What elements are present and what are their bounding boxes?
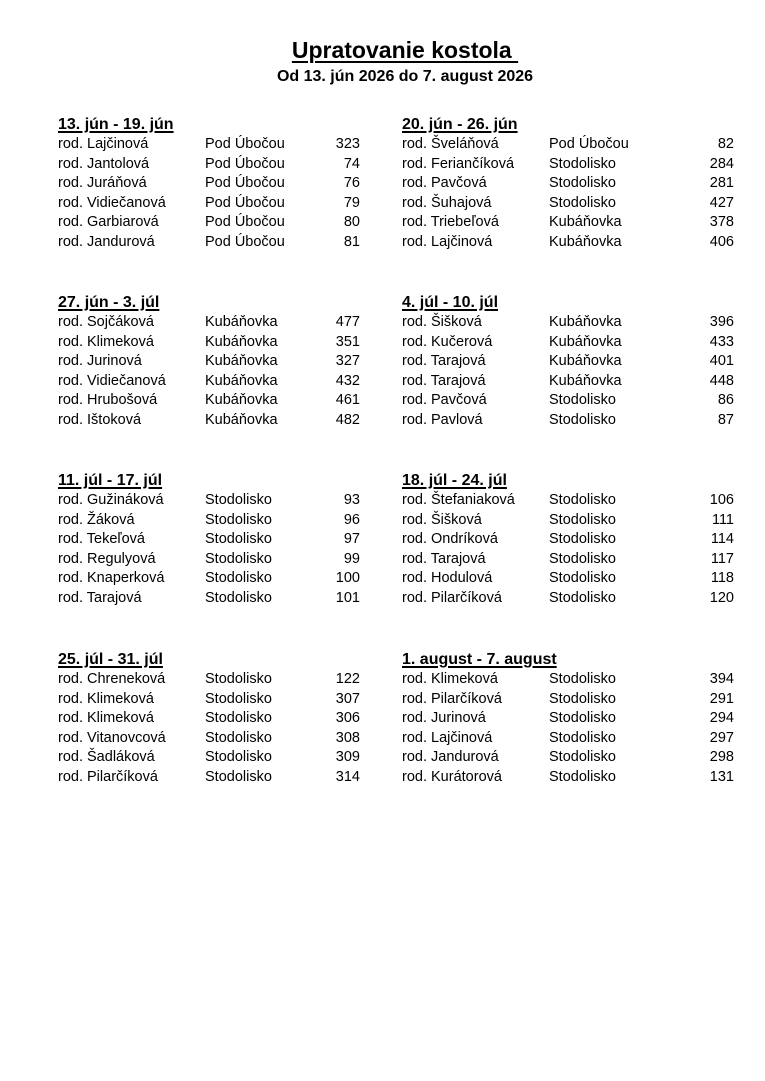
schedule-row	[58, 729, 378, 749]
location-name: Pod Úbočou	[205, 233, 285, 250]
house-number: 82	[717, 136, 734, 152]
location-name: Pod Úbočou	[205, 175, 285, 192]
house-number: 284	[709, 155, 734, 172]
schedule-row	[58, 391, 378, 411]
family-name: rod. Tarajová	[402, 353, 486, 370]
family-name: rod. Ondríková	[402, 531, 498, 548]
house-number: 306	[335, 710, 360, 727]
family-name: rod. Tekeľová	[58, 531, 145, 548]
schedule-row	[402, 729, 734, 749]
house-number: 74	[343, 155, 360, 172]
schedule-row	[58, 174, 378, 194]
location-name: Stodolisko	[549, 175, 616, 192]
house-number: 81	[343, 233, 360, 250]
schedule-row	[402, 333, 734, 353]
schedule-row	[58, 569, 378, 589]
week-title: 1. august - 7. august	[402, 651, 557, 668]
schedule-row	[58, 352, 378, 372]
house-number: 427	[709, 194, 734, 211]
location-name: Kubáňovka	[549, 233, 622, 250]
house-number: 477	[335, 314, 360, 330]
schedule-row	[58, 748, 378, 768]
location-name: Stodolisko	[549, 768, 616, 785]
family-name: rod. Triebeľová	[402, 214, 499, 231]
family-name: rod. Vidiečanová	[58, 194, 166, 211]
house-number: 93	[343, 492, 360, 508]
schedule-row	[58, 550, 378, 570]
schedule-row	[58, 213, 378, 233]
location-name: Stodolisko	[549, 411, 616, 428]
week-title: 27. jún - 3. júl	[58, 294, 160, 311]
house-number: 482	[335, 411, 360, 428]
week-block-7	[58, 650, 378, 788]
schedule-row	[58, 194, 378, 214]
location-name: Stodolisko	[549, 550, 616, 567]
family-name: rod. Jurinová	[402, 710, 486, 727]
house-number: 297	[709, 729, 734, 746]
schedule-row	[58, 511, 378, 531]
schedule-row	[58, 135, 378, 155]
house-number: 111	[711, 511, 734, 528]
house-number: 117	[710, 550, 734, 567]
family-name: rod. Kučerová	[402, 333, 493, 350]
family-name: rod. Lajčinová	[402, 729, 493, 746]
house-number: 101	[335, 589, 360, 606]
week-block-8	[402, 650, 734, 788]
location-name: Pod Úbočou	[549, 136, 629, 152]
schedule-row	[402, 411, 734, 431]
location-name: Stodolisko	[549, 729, 616, 746]
house-number: 461	[335, 392, 360, 409]
location-name: Stodolisko	[549, 392, 616, 409]
location-name: Stodolisko	[205, 531, 272, 548]
week-block-3	[58, 293, 378, 431]
house-number: 131	[709, 768, 734, 785]
schedule-row	[402, 670, 734, 690]
house-number: 80	[343, 214, 360, 231]
family-name: rod. Šišková	[402, 511, 482, 528]
schedule-row	[58, 333, 378, 353]
location-name: Stodolisko	[205, 671, 272, 687]
family-name: rod. Jandurová	[402, 749, 499, 766]
family-name: rod. Klimeková	[58, 333, 154, 350]
house-number: 76	[343, 175, 360, 192]
schedule-row	[402, 174, 734, 194]
schedule-row	[402, 709, 734, 729]
house-number: 406	[709, 233, 734, 250]
schedule-row	[402, 511, 734, 531]
location-name: Kubáňovka	[205, 314, 278, 330]
week-block-5	[58, 471, 378, 609]
house-number: 114	[710, 531, 734, 548]
location-name: Stodolisko	[205, 710, 272, 727]
schedule-row	[402, 313, 734, 333]
location-name: Stodolisko	[549, 671, 616, 687]
schedule-row	[402, 135, 734, 155]
schedule-row	[58, 589, 378, 609]
location-name: Stodolisko	[205, 690, 272, 707]
family-name: rod. Vitanovcová	[58, 729, 166, 746]
schedule-row	[58, 768, 378, 788]
house-number: 433	[709, 333, 734, 350]
schedule-row	[58, 491, 378, 511]
house-number: 120	[709, 589, 734, 606]
schedule-row	[402, 690, 734, 710]
schedule-row	[58, 313, 378, 333]
week-title: 25. júl - 31. júl	[58, 651, 163, 668]
location-name: Stodolisko	[549, 194, 616, 211]
family-name: rod. Hrubošová	[58, 392, 158, 409]
family-name: rod. Regulyová	[58, 550, 156, 567]
week-title: 4. júl - 10. júl	[402, 294, 499, 311]
location-name: Kubáňovka	[205, 392, 278, 409]
location-name: Stodolisko	[205, 768, 272, 785]
family-name: rod. Ištoková	[58, 411, 142, 428]
house-number: 394	[709, 671, 734, 687]
family-name: rod. Gužináková	[58, 492, 164, 508]
family-name: rod. Šadláková	[58, 749, 155, 766]
schedule-row	[402, 352, 734, 372]
family-name: rod. Pilarčíková	[402, 589, 502, 606]
family-name: rod. Lajčinová	[58, 136, 149, 152]
location-name: Kubáňovka	[549, 314, 622, 330]
schedule-row	[58, 155, 378, 175]
family-name: rod. Jantolová	[58, 155, 150, 172]
family-name: rod. Šišková	[402, 314, 482, 330]
house-number: 294	[709, 710, 734, 727]
family-name: rod. Lajčinová	[402, 233, 493, 250]
week-title: 13. jún - 19. jún	[58, 116, 174, 133]
location-name: Pod Úbočou	[205, 194, 285, 211]
document-subtitle: Od 13. jún 2026 do 7. august 2026	[276, 68, 534, 85]
location-name: Stodolisko	[205, 511, 272, 528]
location-name: Kubáňovka	[549, 333, 622, 350]
family-name: rod. Sojčáková	[58, 314, 154, 330]
family-name: rod. Pavlová	[402, 411, 483, 428]
schedule-row	[58, 690, 378, 710]
house-number: 327	[335, 353, 360, 370]
family-name: rod. Šuhajová	[402, 194, 492, 211]
location-name: Kubáňovka	[549, 214, 622, 231]
schedule-row	[58, 411, 378, 431]
location-name: Stodolisko	[549, 749, 616, 766]
location-name: Kubáňovka	[549, 353, 622, 370]
house-number: 96	[343, 511, 360, 528]
location-name: Pod Úbočou	[205, 136, 285, 152]
location-name: Stodolisko	[205, 492, 272, 508]
family-name: rod. Juráňová	[58, 175, 147, 192]
week-title: 18. júl - 24. júl	[402, 472, 507, 489]
house-number: 351	[335, 333, 360, 350]
schedule-row	[402, 213, 734, 233]
location-name: Stodolisko	[205, 570, 272, 587]
family-name: rod. Knaperková	[58, 570, 165, 587]
house-number: 307	[335, 690, 360, 707]
house-number: 99	[343, 550, 360, 567]
house-number: 79	[343, 194, 360, 211]
family-name: rod. Chreneková	[58, 671, 166, 687]
family-name: rod. Vidiečanová	[58, 372, 166, 389]
location-name: Stodolisko	[205, 589, 272, 606]
location-name: Stodolisko	[549, 492, 616, 508]
house-number: 314	[335, 768, 360, 785]
family-name: rod. Tarajová	[58, 589, 142, 606]
schedule-row	[402, 372, 734, 392]
location-name: Stodolisko	[205, 729, 272, 746]
schedule-row	[58, 233, 378, 253]
house-number: 323	[335, 136, 360, 152]
location-name: Stodolisko	[549, 570, 616, 587]
location-name: Stodolisko	[205, 550, 272, 567]
location-name: Stodolisko	[549, 690, 616, 707]
location-name: Stodolisko	[549, 589, 616, 606]
location-name: Pod Úbočou	[205, 155, 285, 172]
house-number: 308	[335, 729, 360, 746]
family-name: rod. Žáková	[58, 511, 135, 528]
family-name: rod. Kurátorová	[402, 768, 502, 785]
family-name: rod. Tarajová	[402, 372, 486, 389]
family-name: rod. Garbiarová	[58, 214, 159, 231]
schedule-row	[402, 748, 734, 768]
week-block-1	[58, 115, 378, 253]
schedule-row	[58, 530, 378, 550]
house-number: 378	[709, 214, 734, 231]
house-number: 396	[709, 314, 734, 330]
house-number: 448	[709, 372, 734, 389]
house-number: 106	[709, 492, 734, 508]
location-name: Stodolisko	[205, 749, 272, 766]
family-name: rod. Jurinová	[58, 353, 142, 370]
house-number: 118	[710, 570, 734, 587]
family-name: rod. Klimeková	[402, 671, 498, 687]
schedule-row	[402, 194, 734, 214]
family-name: rod. Pavčová	[402, 392, 487, 409]
schedule-row	[402, 589, 734, 609]
schedule-row	[402, 550, 734, 570]
location-name: Stodolisko	[549, 531, 616, 548]
house-number: 298	[709, 749, 734, 766]
location-name: Kubáňovka	[205, 411, 278, 428]
family-name: rod. Hodulová	[402, 570, 493, 587]
week-title: 20. jún - 26. jún	[402, 116, 518, 133]
schedule-row	[58, 372, 378, 392]
house-number: 291	[709, 690, 734, 707]
house-number: 309	[335, 749, 360, 766]
schedule-row	[402, 569, 734, 589]
week-block-6	[402, 471, 734, 609]
family-name: rod. Pilarčíková	[402, 690, 502, 707]
family-name: rod. Šveláňová	[402, 136, 499, 152]
schedule-row	[402, 391, 734, 411]
family-name: rod. Štefaniaková	[402, 492, 515, 508]
location-name: Stodolisko	[549, 155, 616, 172]
family-name: rod. Feriančíková	[402, 155, 515, 172]
family-name: rod. Klimeková	[58, 710, 154, 727]
document-title-text: Upratovanie kostola	[291, 37, 519, 63]
schedule-row	[58, 670, 378, 690]
family-name: rod. Pavčová	[402, 175, 487, 192]
house-number: 281	[709, 175, 734, 192]
location-name: Kubáňovka	[205, 372, 278, 389]
schedule-row	[402, 768, 734, 788]
schedule-row	[402, 155, 734, 175]
location-name: Stodolisko	[549, 511, 616, 528]
document-title	[0, 36, 765, 64]
house-number: 87	[717, 411, 734, 428]
family-name: rod. Tarajová	[402, 550, 486, 567]
house-number: 122	[335, 671, 360, 687]
house-number: 86	[717, 392, 734, 409]
family-name: rod. Klimeková	[58, 690, 154, 707]
family-name: rod. Pilarčíková	[58, 768, 158, 785]
location-name: Kubáňovka	[205, 333, 278, 350]
house-number: 401	[709, 353, 734, 370]
location-name: Pod Úbočou	[205, 214, 285, 231]
week-block-2	[402, 115, 734, 253]
house-number: 432	[335, 372, 360, 389]
week-title: 11. júl - 17. júl	[58, 472, 163, 489]
house-number: 97	[343, 531, 360, 548]
schedule-row	[402, 530, 734, 550]
location-name: Stodolisko	[549, 710, 616, 727]
family-name: rod. Jandurová	[58, 233, 155, 250]
location-name: Kubáňovka	[205, 353, 278, 370]
schedule-row	[402, 491, 734, 511]
week-block-4	[402, 293, 734, 431]
schedule-row	[402, 233, 734, 253]
house-number: 100	[335, 570, 360, 587]
location-name: Kubáňovka	[549, 372, 622, 389]
schedule-row	[58, 709, 378, 729]
